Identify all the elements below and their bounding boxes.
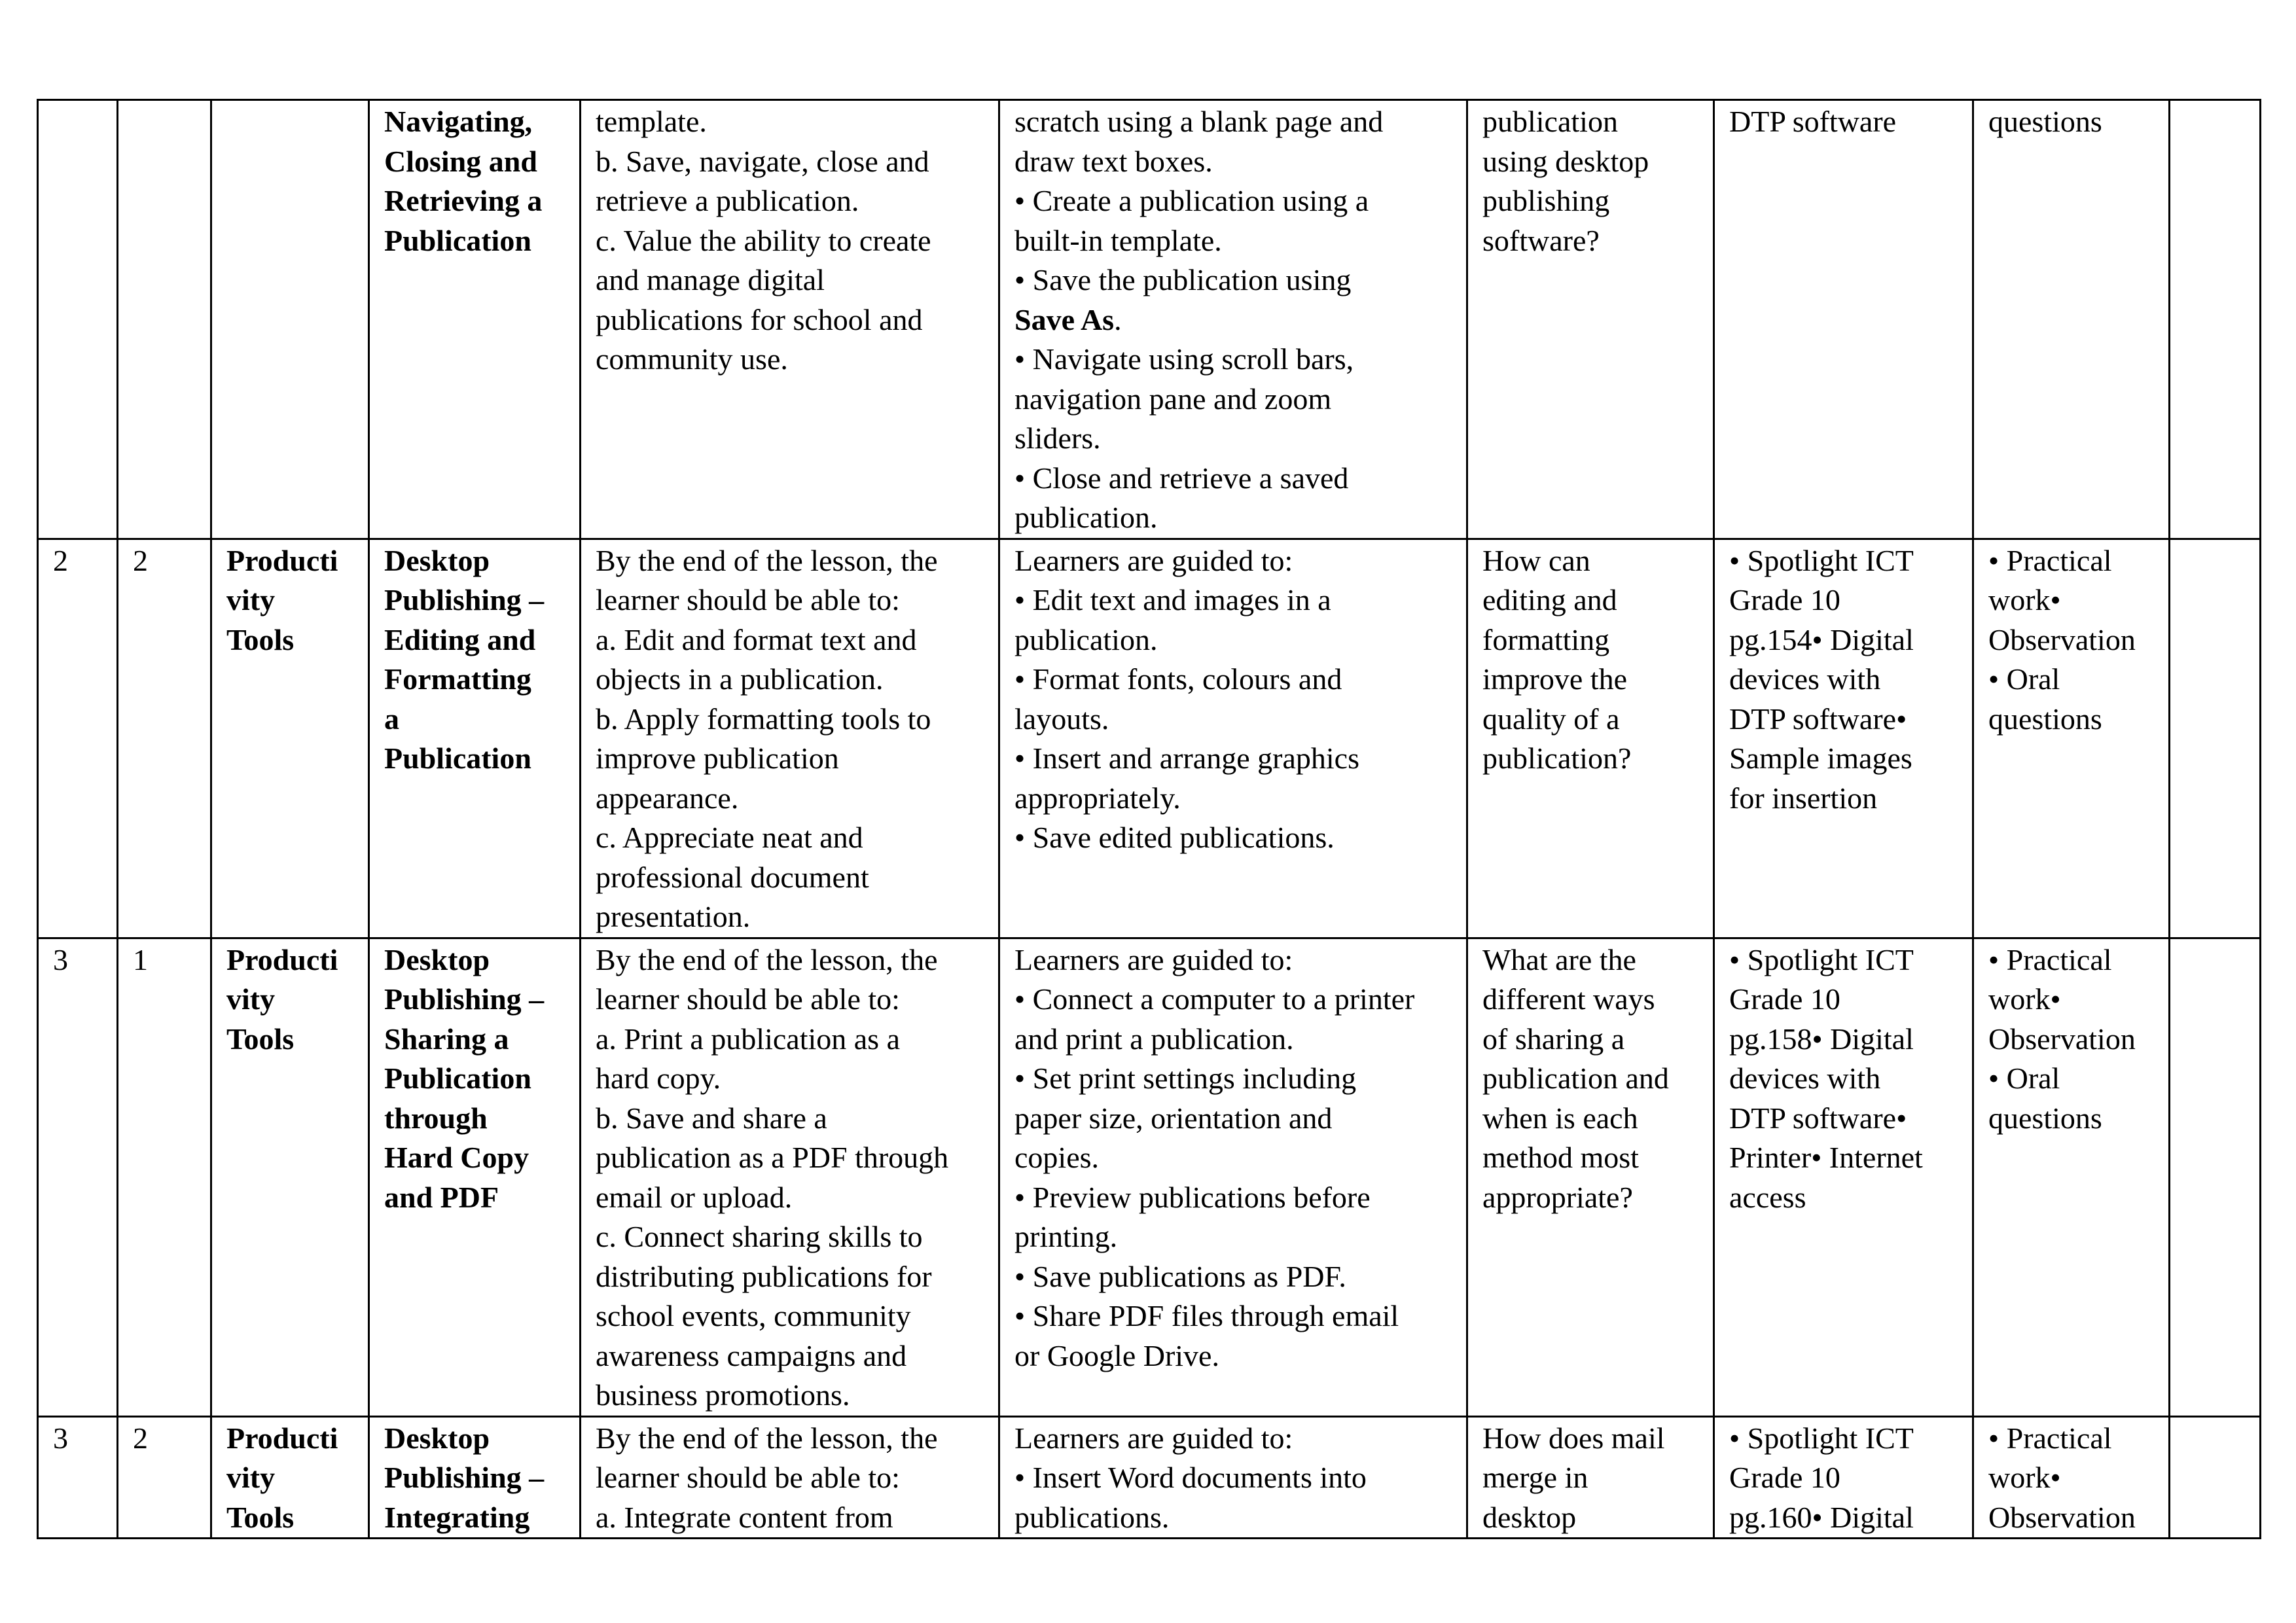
assessment-cell: questions	[1973, 100, 2170, 539]
learning-resources-cell: • Spotlight ICT Grade 10 pg.158• Digital devices with DTP software• Printer• Internet access	[1714, 938, 1973, 1416]
learning-outcomes-cell: template. b. Save, navigate, close and retrieve a publication. c. Value the ability to create and manage digital publications for school and community use.	[581, 100, 999, 539]
remarks-cell	[2170, 100, 2261, 539]
week-cell: 2	[38, 539, 118, 938]
remarks-cell	[2170, 539, 2261, 938]
scheme-of-work-table	[37, 99, 2261, 1539]
key-inquiry-cell: publication using desktop publishing software?	[1467, 100, 1714, 539]
key-inquiry-cell: What are the different ways of sharing a publication and when is each method most appropriate?	[1467, 938, 1714, 1416]
table-row	[38, 938, 2261, 1416]
sub-strand-cell: Desktop Publishing – Sharing a Publication through Hard Copy and PDF	[369, 938, 581, 1416]
learning-outcomes-cell: By the end of the lesson, the learner should be able to: a. Print a publication as a hard copy. b. Save and share a publication as a PDF through email or upload. c. Connect sharing skills to distributing publications for school events, community awareness campaigns and business promotions.	[581, 938, 999, 1416]
learning-experiences-cell: Learners are guided to: • Edit text and images in a publication. • Format fonts, colours and layouts. • Insert and arrange graphics appropriately. • Save edited publications.	[999, 539, 1467, 938]
learning-outcomes-cell: By the end of the lesson, the learner should be able to: a. Integrate content from	[581, 1416, 999, 1539]
lesson-cell: 2	[118, 1416, 211, 1539]
assessment-cell: • Practical work• Observation • Oral questions	[1973, 938, 2170, 1416]
remarks-cell	[2170, 1416, 2261, 1539]
key-inquiry-cell: How does mail merge in desktop	[1467, 1416, 1714, 1539]
lesson-cell: 1	[118, 938, 211, 1416]
remarks-cell	[2170, 938, 2261, 1416]
table-row	[38, 1416, 2261, 1539]
week-cell	[38, 100, 118, 539]
assessment-cell: • Practical work• Observation	[1973, 1416, 2170, 1539]
save-as-term: Save As	[1014, 302, 1115, 336]
lesson-cell	[118, 100, 211, 539]
sub-strand-cell: Navigating, Closing and Retrieving a Publication	[369, 100, 581, 539]
learning-resources-cell: • Spotlight ICT Grade 10 pg.154• Digital devices with DTP software• Sample images for insertion	[1714, 539, 1973, 938]
assessment-cell: • Practical work• Observation • Oral questions	[1973, 539, 2170, 938]
sub-strand-cell: Desktop Publishing – Integrating	[369, 1416, 581, 1539]
table-row	[38, 539, 2261, 938]
learning-resources-cell: DTP software	[1714, 100, 1973, 539]
learning-resources-cell: • Spotlight ICT Grade 10 pg.160• Digital	[1714, 1416, 1973, 1539]
learning-experiences-cell: scratch using a blank page and draw text boxes. • Create a publication using a built-in template. • Save the publication using Save As. • Navigate using scroll bars, navigation pane and zoom sliders. • Close and retrieve a saved publication.	[999, 100, 1467, 539]
week-cell: 3	[38, 1416, 118, 1539]
lesson-cell: 2	[118, 539, 211, 938]
learning-experiences-cell: Learners are guided to: • Connect a computer to a printer and print a publication. • Set print settings including paper size, orientation and copies. • Preview publications before printing. • Save publications as PDF. • Share PDF files through email or Google Drive.	[999, 938, 1467, 1416]
strand-cell: Producti vity Tools	[211, 1416, 369, 1539]
strand-cell	[211, 100, 369, 539]
learning-outcomes-cell: By the end of the lesson, the learner should be able to: a. Edit and format text and objects in a publication. b. Apply formatting tools to improve publication appearance. c. Appreciate neat and professional document presentation.	[581, 539, 999, 938]
sub-strand-cell: Desktop Publishing – Editing and Formatting a Publication	[369, 539, 581, 938]
week-cell: 3	[38, 938, 118, 1416]
learning-experiences-cell: Learners are guided to: • Insert Word documents into publications.	[999, 1416, 1467, 1539]
strand-cell: Producti vity Tools	[211, 539, 369, 938]
strand-cell: Producti vity Tools	[211, 938, 369, 1416]
table-row	[38, 100, 2261, 539]
key-inquiry-cell: How can editing and formatting improve the quality of a publication?	[1467, 539, 1714, 938]
